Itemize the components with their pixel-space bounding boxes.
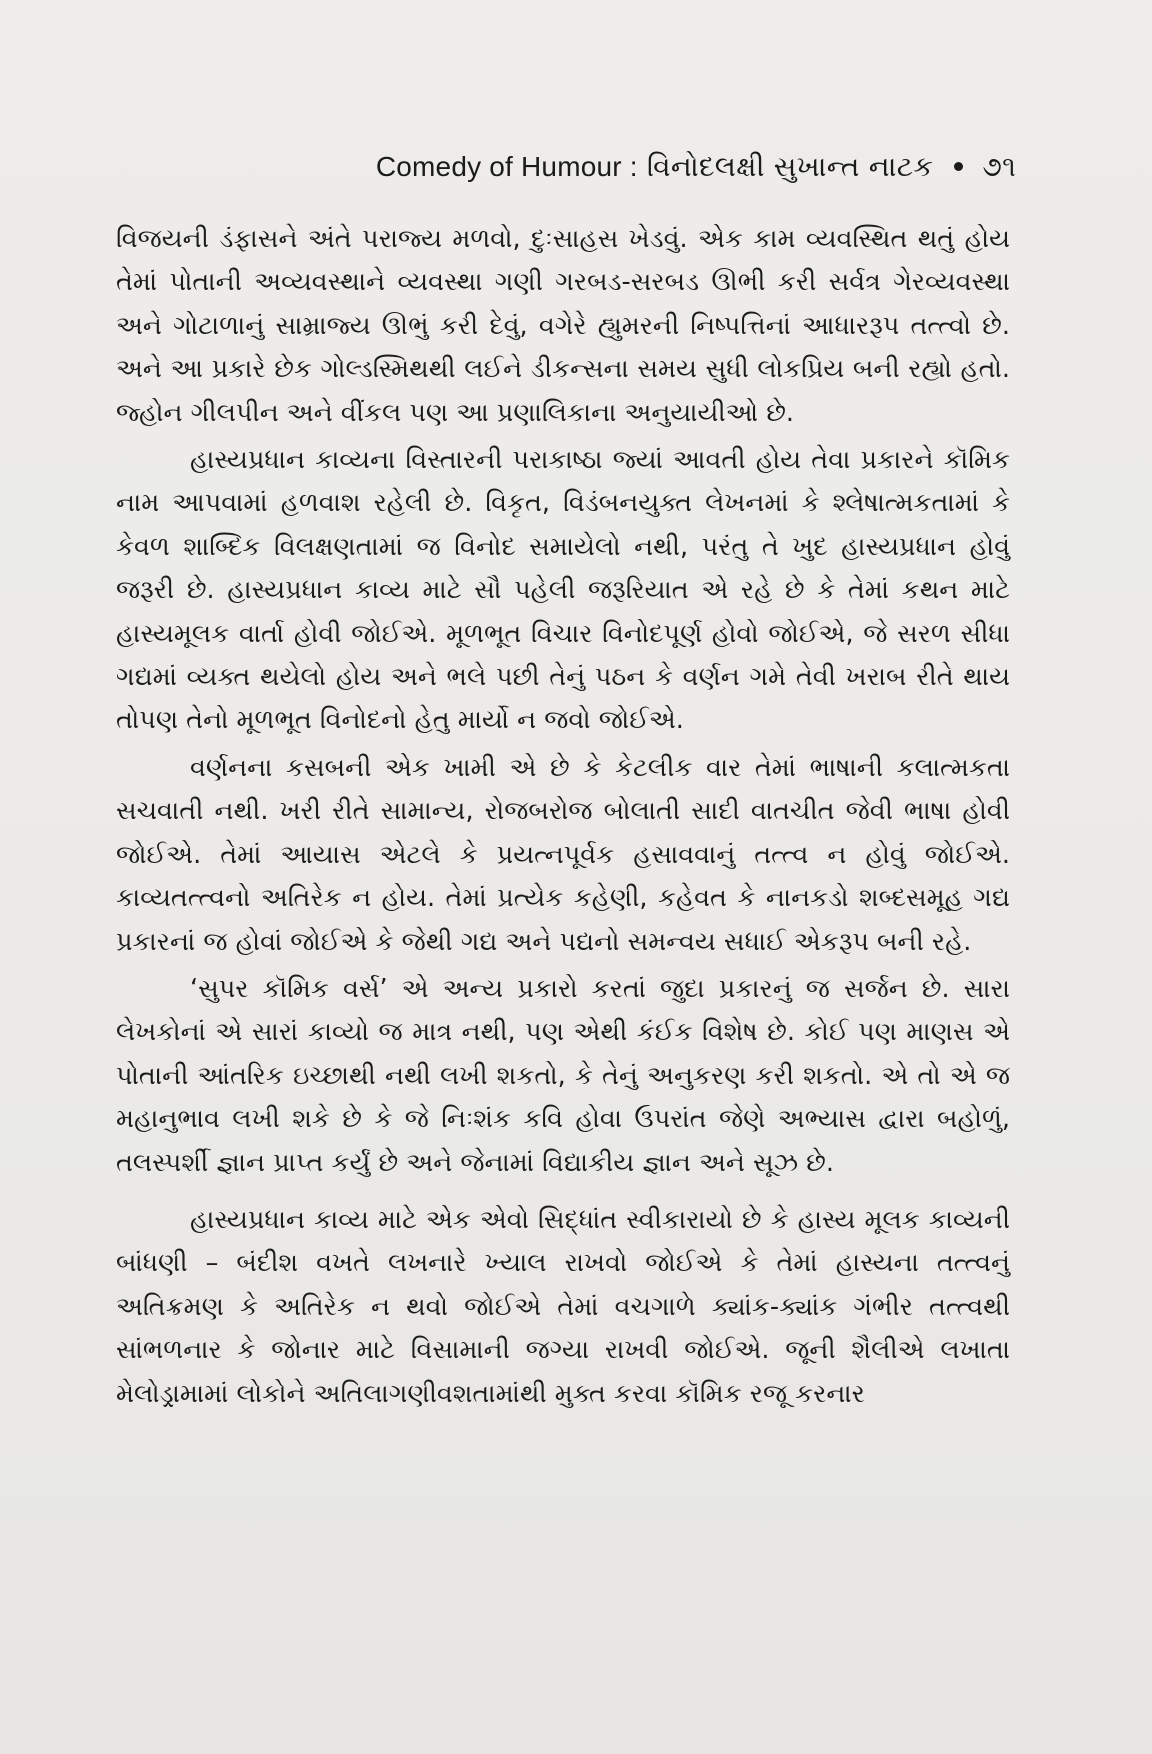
header-title-latin: Comedy of Humour : bbox=[375, 151, 638, 182]
bullet-separator-icon bbox=[954, 162, 963, 171]
paragraph-5: હાસ્યપ્રધાન કાવ્ય માટે એક એવો સિદ્ધાંત સ્વીકારાયો છે કે હાસ્ય મૂલક કાવ્યની બાંધણી – બંદીશ વખતે લખનારે ખ્યાલ રાખવો જોઈએ કે તેમાં હાસ્યના તત્ત્વનું અતિક્રમણ કે અતિરેક ન થવો જોઈએ તેમાં વચગાળે ક્યાંક-ક્યાંક ગંભીર તત્ત્વથી સાંભળનાર કે જોનાર માટે વિસામાની જગ્યા રાખવી જોઈએ. જૂની શૈલીએ લખાતા મેલોડ્રામામાં લોકોને અતિલાગણીવશતામાંથી મુક્ત કરવા કૉમિક રજૂ કરનાર bbox=[116, 1204, 1010, 1409]
running-header bbox=[376, 150, 1016, 184]
paragraph-4: ‘સુપર કૉમિક વર્સ’ એ અન્ય પ્રકારો કરતાં જુદા પ્રકારનું જ સર્જન છે. સારા લેખકોનાં એ સારાં કાવ્યો જ માત્ર નથી, પણ એથી કંઈક વિશેષ છે. કોઈ પણ માણસ એ પોતાની આંતરિક ઇચ્છાથી નથી લખી શકતો, કે તેનું અનુકરણ કરી શકતો. એ તો એ જ મહાનુભાવ લખી શકે છે કે જે નિઃશંક કવિ હોવા ઉપરાંત જેણે અભ્યાસ દ્વારા બહોળું, તલસ્પર્શી જ્ઞાન પ્રાપ્ત કર્યું છે અને જેનામાં વિદ્યાકીય જ્ઞાન અને સૂઝ છે. bbox=[116, 973, 1010, 1178]
page-number: ૭૧ bbox=[982, 150, 1016, 183]
paragraph-2: હાસ્યપ્રધાન કાવ્યના વિસ્તારની પરાકાષ્ઠા જ્યાં આવતી હોય તેવા પ્રકારને કૉમિક નામ આપવામાં હળવાશ રહેલી છે. વિકૃત, વિડંબનયુક્ત લેખનમાં કે શ્લેષાત્મકતામાં કે કેવળ શાબ્દિક વિલક્ષણતામાં જ વિનોદ સમાયેલો નથી, પરંતુ તે ખુદ હાસ્યપ્રધાન હોવું જરૂરી છે. હાસ્યપ્રધાન કાવ્ય માટે સૌ પહેલી જરૂરિયાત એ રહે છે કે તેમાં કથન માટે હાસ્યમૂલક વાર્તા હોવી જોઈએ. મૂળભૂત વિચાર વિનોદપૂર્ણ હોવો જોઈએ, જે સરળ સીધા ગદ્યમાં વ્યક્ત થયેલો હોય અને ભલે પછી તેનું પઠન કે વર્ણન ગમે તેવી ખરાબ રીતે થાય તોપણ તેનો મૂળભૂત વિનોદનો હેતુ માર્યો ન જવો જોઈએ. bbox=[116, 445, 1010, 736]
paragraph-1: વિજયની ડંફાસને અંતે પરાજ્ય મળવો, દુઃસાહસ ખેડવું. એક કામ વ્યવસ્થિત થતું હોય તેમાં પોતાની અવ્યવસ્થાને વ્યવસ્થા ગણી ગરબડ-સરબડ ઊભી કરી સર્વત્ર ગેરવ્યવસ્થા અને ગોટાળાનું સામ્રાજ્ય ઊભું કરી દેવું, વગેરે હ્યુમરની નિષ્પત્તિનાં આધારરૂપ તત્ત્વો છે. અને આ પ્રકારે છેક ગોલ્ડસ્મિથથી લઈને ડીકન્સના સમય સુધી લોકપ્રિય બની રહ્યો હતો. જ્હોન ગીલપીન અને વીંકલ પણ આ પ્રણાલિકાના અનુયાયીઓ છે. bbox=[116, 224, 1010, 428]
body-text bbox=[116, 218, 1010, 1420]
header-title-gujarati: વિનોદલક્ષી સુખાન્ત નાટક bbox=[646, 150, 934, 183]
paragraph-3: વર્ણનના કસબની એક ખામી એ છે કે કેટલીક વાર તેમાં ભાષાની કલાત્મકતા સચવાતી નથી. ખરી રીતે સામાન્ય, રોજબરોજ બોલાતી સાદી વાતચીત જેવી ભાષા હોવી જોઈએ. તેમાં આયાસ એટલે કે પ્રયત્નપૂર્વક હસાવવાનું તત્ત્વ ન હોવું જોઈએ. કાવ્યતત્ત્વનો અતિરેક ન હોય. તેમાં પ્રત્યેક કહેણી, કહેવત કે નાનકડો શબ્દસમૂહ ગદ્ય પ્રકારનાં જ હોવાં જોઈએ કે જેથી ગદ્ય અને પદ્યનો સમન્વય સધાઈ એકરૂપ બની રહે. bbox=[116, 752, 1010, 957]
